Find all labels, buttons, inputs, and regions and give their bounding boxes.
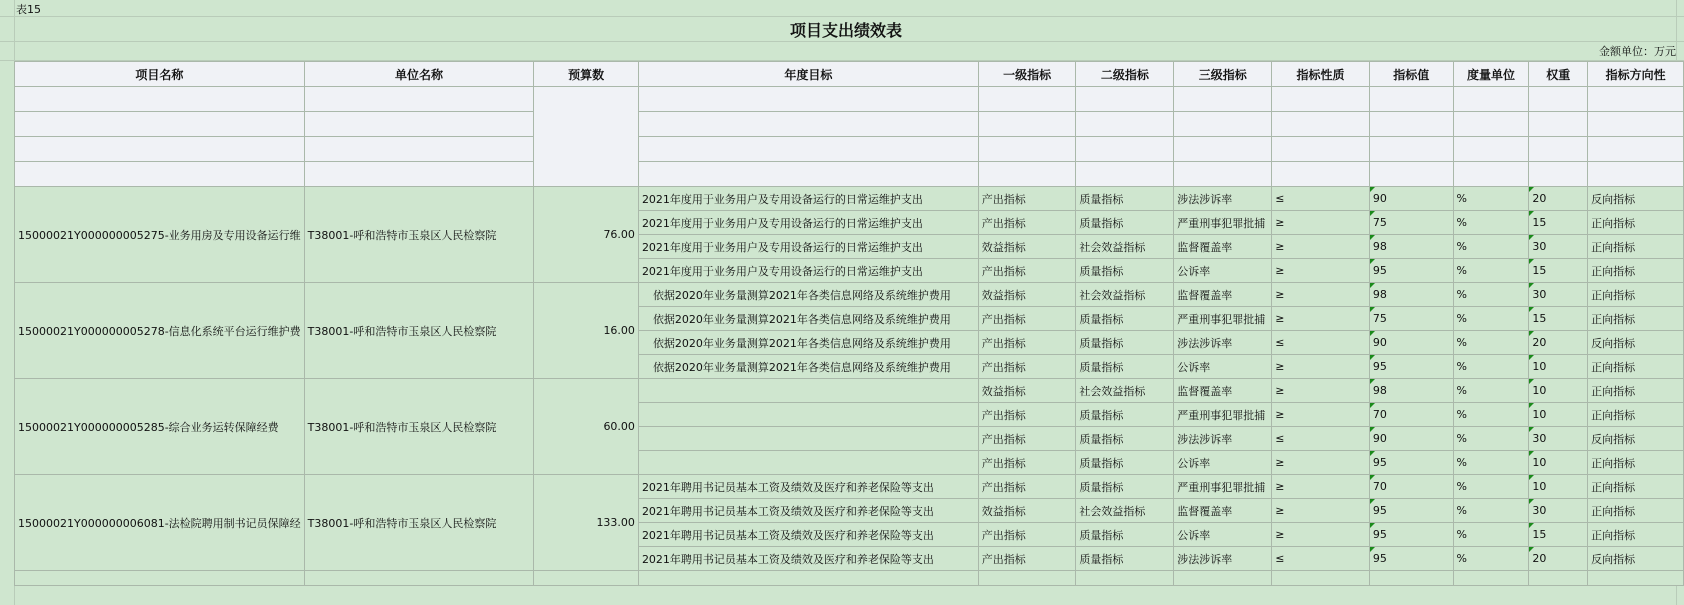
nature-cell[interactable]: ≥ [1272,307,1370,331]
level1-cell[interactable]: 产出指标 [978,211,1076,235]
blank-row [15,112,1684,137]
level2-cell[interactable]: 社会效益指标 [1076,499,1174,523]
value-cell[interactable]: 75 [1369,211,1453,235]
level2-cell[interactable]: 质量指标 [1076,211,1174,235]
measure-unit-cell[interactable]: % [1453,427,1529,451]
cell[interactable] [1369,112,1453,137]
nature-cell[interactable]: ≥ [1272,379,1370,403]
direction-cell[interactable]: 正向指标 [1588,451,1684,475]
header-budget[interactable]: 预算数 [534,62,639,87]
level1-cell[interactable]: 产出指标 [978,187,1076,211]
cell[interactable] [1174,87,1272,112]
level1-cell[interactable]: 产出指标 [978,403,1076,427]
level2-cell[interactable]: 质量指标 [1076,307,1174,331]
measure-unit-cell[interactable]: % [1453,331,1529,355]
cell[interactable] [1529,87,1588,112]
measure-unit-cell[interactable]: % [1453,499,1529,523]
table-row [15,187,1684,211]
cell[interactable] [1588,162,1684,187]
measure-unit-cell[interactable]: % [1453,523,1529,547]
cell[interactable] [1076,87,1174,112]
weight-cell[interactable]: 15 [1529,211,1588,235]
cell[interactable] [1529,112,1588,137]
goal-cell[interactable] [638,427,978,451]
level3-cell[interactable]: 监督覆盖率 [1174,235,1272,259]
measure-unit-cell[interactable]: % [1453,307,1529,331]
cell[interactable] [1076,162,1174,187]
goal-cell[interactable] [638,451,978,475]
weight-cell[interactable]: 30 [1529,283,1588,307]
level1-cell[interactable]: 产出指标 [978,259,1076,283]
header-row [15,62,1684,87]
header-weight[interactable]: 权重 [1529,62,1588,87]
value-cell[interactable]: 70 [1369,403,1453,427]
cell[interactable] [15,112,305,137]
cell[interactable] [1174,162,1272,187]
header-level1[interactable]: 一级指标 [978,62,1076,87]
project-name-cell[interactable]: 15000021Y000000005275-业务用房及专用设备运行维 [15,187,305,283]
goal-cell[interactable] [638,379,978,403]
measure-unit-cell[interactable]: % [1453,187,1529,211]
project-name-cell[interactable]: 15000021Y000000005278-信息化系统平台运行维护费 [15,283,305,379]
goal-cell[interactable]: 2021年度用于业务用户及专用设备运行的日常运维护支出 [638,235,978,259]
weight-cell[interactable]: 10 [1529,451,1588,475]
weight-cell[interactable]: 30 [1529,499,1588,523]
header-level2[interactable]: 二级指标 [1076,62,1174,87]
direction-cell[interactable]: 正向指标 [1588,355,1684,379]
header-direction[interactable]: 指标方向性 [1588,62,1684,87]
sheet-label[interactable]: 表15 [16,3,41,16]
cell[interactable] [1529,137,1588,162]
cell[interactable] [978,87,1076,112]
level3-cell[interactable]: 公诉率 [1174,355,1272,379]
cell[interactable] [1272,137,1370,162]
level3-cell[interactable]: 严重刑事犯罪批捕 [1174,211,1272,235]
goal-cell[interactable]: 2021年聘用书记员基本工资及绩效及医疗和养老保险等支出 [638,523,978,547]
goal-cell[interactable]: 依据2020年业务量测算2021年各类信息网络及系统维护费用 [638,355,978,379]
cell[interactable] [1272,87,1370,112]
value-cell[interactable]: 98 [1369,283,1453,307]
cell[interactable] [638,571,978,586]
value-cell[interactable]: 90 [1369,427,1453,451]
measure-unit-cell[interactable]: % [1453,355,1529,379]
cell[interactable] [1588,137,1684,162]
cell[interactable] [638,162,978,187]
weight-cell[interactable]: 20 [1529,547,1588,571]
level3-cell[interactable]: 公诉率 [1174,523,1272,547]
direction-cell[interactable]: 正向指标 [1588,283,1684,307]
level2-cell[interactable]: 社会效益指标 [1076,379,1174,403]
measure-unit-cell[interactable]: % [1453,259,1529,283]
measure-unit-cell[interactable]: % [1453,547,1529,571]
value-cell[interactable]: 75 [1369,307,1453,331]
cell[interactable] [638,87,978,112]
level1-cell[interactable]: 产出指标 [978,427,1076,451]
level3-cell[interactable]: 严重刑事犯罪批捕 [1174,307,1272,331]
blank-row [15,137,1684,162]
cell[interactable] [1453,112,1529,137]
level1-cell[interactable]: 产出指标 [978,355,1076,379]
level3-cell[interactable]: 严重刑事犯罪批捕 [1174,475,1272,499]
direction-cell[interactable]: 正向指标 [1588,235,1684,259]
budget-cell[interactable]: 16.00 [534,283,639,379]
level2-cell[interactable]: 质量指标 [1076,547,1174,571]
weight-cell[interactable]: 30 [1529,235,1588,259]
value-cell[interactable]: 95 [1369,355,1453,379]
budget-cell[interactable]: 60.00 [534,379,639,475]
level3-cell[interactable]: 涉法涉诉率 [1174,331,1272,355]
cell[interactable] [15,137,305,162]
budget-cell[interactable]: 76.00 [534,187,639,283]
direction-cell[interactable]: 正向指标 [1588,307,1684,331]
level1-cell[interactable]: 产出指标 [978,307,1076,331]
weight-cell[interactable]: 15 [1529,259,1588,283]
cell[interactable] [978,112,1076,137]
nature-cell[interactable]: ≥ [1272,235,1370,259]
level2-cell[interactable]: 质量指标 [1076,475,1174,499]
nature-cell[interactable]: ≤ [1272,547,1370,571]
weight-cell[interactable]: 15 [1529,523,1588,547]
cell[interactable] [534,87,639,187]
direction-cell[interactable]: 正向指标 [1588,259,1684,283]
direction-cell[interactable]: 正向指标 [1588,475,1684,499]
goal-cell[interactable]: 依据2020年业务量测算2021年各类信息网络及系统维护费用 [638,331,978,355]
cell[interactable] [978,162,1076,187]
cell[interactable] [1588,571,1684,586]
measure-unit-cell[interactable]: % [1453,451,1529,475]
header-annual-goal[interactable]: 年度目标 [638,62,978,87]
project-name-cell[interactable]: 15000021Y000000005285-综合业务运转保障经费 [15,379,305,475]
nature-cell[interactable]: ≥ [1272,499,1370,523]
performance-table [14,61,1684,586]
nature-cell[interactable]: ≥ [1272,475,1370,499]
unit-name-cell[interactable]: T38001-呼和浩特市玉泉区人民检察院 [304,283,534,379]
level1-cell[interactable]: 产出指标 [978,475,1076,499]
cell[interactable] [15,571,305,586]
direction-cell[interactable]: 正向指标 [1588,379,1684,403]
cell[interactable] [1174,137,1272,162]
cell[interactable] [1453,87,1529,112]
direction-cell[interactable]: 反向指标 [1588,187,1684,211]
level2-cell[interactable]: 质量指标 [1076,523,1174,547]
level2-cell[interactable]: 质量指标 [1076,427,1174,451]
cell[interactable] [1529,162,1588,187]
goal-cell[interactable]: 2021年聘用书记员基本工资及绩效及医疗和养老保险等支出 [638,475,978,499]
goal-cell[interactable]: 2021年聘用书记员基本工资及绩效及医疗和养老保险等支出 [638,547,978,571]
level2-cell[interactable]: 质量指标 [1076,259,1174,283]
weight-cell[interactable]: 10 [1529,379,1588,403]
goal-cell[interactable]: 2021年度用于业务用户及专用设备运行的日常运维护支出 [638,259,978,283]
level2-cell[interactable]: 社会效益指标 [1076,283,1174,307]
value-cell[interactable]: 95 [1369,451,1453,475]
value-cell[interactable]: 95 [1369,523,1453,547]
nature-cell[interactable]: ≤ [1272,427,1370,451]
measure-unit-cell[interactable]: % [1453,235,1529,259]
goal-cell[interactable]: 2021年度用于业务用户及专用设备运行的日常运维护支出 [638,187,978,211]
measure-unit-cell[interactable]: % [1453,475,1529,499]
level1-cell[interactable]: 产出指标 [978,451,1076,475]
header-measure-unit[interactable]: 度量单位 [1453,62,1529,87]
weight-cell[interactable]: 10 [1529,403,1588,427]
level2-cell[interactable]: 质量指标 [1076,451,1174,475]
cell[interactable] [1076,112,1174,137]
header-project-name[interactable]: 项目名称 [15,62,305,87]
level2-cell[interactable]: 质量指标 [1076,331,1174,355]
level3-cell[interactable]: 涉法涉诉率 [1174,427,1272,451]
level1-cell[interactable]: 产出指标 [978,331,1076,355]
value-cell[interactable]: 98 [1369,379,1453,403]
weight-cell[interactable]: 10 [1529,355,1588,379]
value-cell[interactable]: 90 [1369,331,1453,355]
unit-label[interactable]: 金额单位：万元 [1599,45,1676,58]
level3-cell[interactable]: 公诉率 [1174,451,1272,475]
unit-name-cell[interactable]: T38001-呼和浩特市玉泉区人民检察院 [304,187,534,283]
goal-cell[interactable]: 依据2020年业务量测算2021年各类信息网络及系统维护费用 [638,283,978,307]
nature-cell[interactable]: ≥ [1272,451,1370,475]
direction-cell[interactable]: 正向指标 [1588,499,1684,523]
cell[interactable] [978,571,1076,586]
cell[interactable] [304,112,534,137]
level2-cell[interactable]: 质量指标 [1076,355,1174,379]
level3-cell[interactable]: 监督覆盖率 [1174,283,1272,307]
direction-cell[interactable]: 反向指标 [1588,427,1684,451]
level2-cell[interactable]: 质量指标 [1076,187,1174,211]
level3-cell[interactable]: 涉法涉诉率 [1174,187,1272,211]
cell[interactable] [978,137,1076,162]
cell[interactable] [1588,87,1684,112]
cell[interactable] [304,87,534,112]
header-level3[interactable]: 三级指标 [1174,62,1272,87]
cell[interactable] [638,112,978,137]
level3-cell[interactable]: 公诉率 [1174,259,1272,283]
nature-cell[interactable]: ≥ [1272,355,1370,379]
value-cell[interactable]: 95 [1369,499,1453,523]
goal-cell[interactable]: 2021年聘用书记员基本工资及绩效及医疗和养老保险等支出 [638,499,978,523]
measure-unit-cell[interactable]: % [1453,211,1529,235]
nature-cell[interactable]: ≥ [1272,259,1370,283]
cell[interactable] [638,137,978,162]
direction-cell[interactable]: 正向指标 [1588,523,1684,547]
weight-cell[interactable]: 15 [1529,307,1588,331]
level3-cell[interactable]: 严重刑事犯罪批捕 [1174,403,1272,427]
cell[interactable] [15,87,305,112]
cell[interactable] [1453,162,1529,187]
cell[interactable] [1272,162,1370,187]
nature-cell[interactable]: ≥ [1272,283,1370,307]
cell[interactable] [1272,112,1370,137]
direction-cell[interactable]: 正向指标 [1588,403,1684,427]
level1-cell[interactable]: 效益指标 [978,499,1076,523]
budget-cell[interactable]: 133.00 [534,475,639,571]
cell[interactable] [1588,112,1684,137]
level2-cell[interactable]: 质量指标 [1076,403,1174,427]
nature-cell[interactable]: ≤ [1272,187,1370,211]
cell[interactable] [534,571,639,586]
unit-name-cell[interactable]: T38001-呼和浩特市玉泉区人民检察院 [304,475,534,571]
level1-cell[interactable]: 效益指标 [978,379,1076,403]
header-value[interactable]: 指标值 [1369,62,1453,87]
direction-cell[interactable]: 反向指标 [1588,547,1684,571]
value-cell[interactable]: 90 [1369,187,1453,211]
level3-cell[interactable]: 涉法涉诉率 [1174,547,1272,571]
value-cell[interactable]: 70 [1369,475,1453,499]
header-nature[interactable]: 指标性质 [1272,62,1370,87]
weight-cell[interactable]: 10 [1529,475,1588,499]
cell[interactable] [15,162,305,187]
level2-cell[interactable]: 社会效益指标 [1076,235,1174,259]
cell[interactable] [1174,571,1272,586]
cell[interactable] [1369,87,1453,112]
page-title[interactable]: 项目支出绩效表 [789,21,902,40]
cell[interactable] [304,162,534,187]
level1-cell[interactable]: 效益指标 [978,235,1076,259]
value-cell[interactable]: 95 [1369,547,1453,571]
blank-row [15,87,1684,112]
cell[interactable] [1453,571,1529,586]
table-row [15,475,1684,499]
nature-cell[interactable]: ≥ [1272,523,1370,547]
cell[interactable] [1369,137,1453,162]
cell[interactable] [1076,571,1174,586]
cell[interactable] [304,571,534,586]
value-cell[interactable]: 98 [1369,235,1453,259]
cell[interactable] [1369,162,1453,187]
cell[interactable] [1272,571,1370,586]
unit-name-cell[interactable]: T38001-呼和浩特市玉泉区人民检察院 [304,379,534,475]
blank-row [15,571,1684,586]
blank-row [15,162,1684,187]
level1-cell[interactable]: 产出指标 [978,547,1076,571]
cell[interactable] [1174,112,1272,137]
level3-cell[interactable]: 监督覆盖率 [1174,499,1272,523]
cell[interactable] [304,137,534,162]
header-unit-name[interactable]: 单位名称 [304,62,534,87]
project-name-cell[interactable]: 15000021Y000000006081-法检院聘用制书记员保障经 [15,475,305,571]
weight-cell[interactable]: 30 [1529,427,1588,451]
direction-cell[interactable]: 反向指标 [1588,331,1684,355]
direction-cell[interactable]: 正向指标 [1588,211,1684,235]
measure-unit-cell[interactable]: % [1453,403,1529,427]
nature-cell[interactable]: ≥ [1272,403,1370,427]
goal-cell[interactable]: 依据2020年业务量测算2021年各类信息网络及系统维护费用 [638,307,978,331]
value-cell[interactable]: 95 [1369,259,1453,283]
measure-unit-cell[interactable]: % [1453,379,1529,403]
table-row [15,283,1684,307]
nature-cell[interactable]: ≥ [1272,211,1370,235]
nature-cell[interactable]: ≤ [1272,331,1370,355]
measure-unit-cell[interactable]: % [1453,283,1529,307]
cell[interactable] [1369,571,1453,586]
weight-cell[interactable]: 20 [1529,331,1588,355]
level1-cell[interactable]: 产出指标 [978,523,1076,547]
cell[interactable] [1453,137,1529,162]
goal-cell[interactable]: 2021年度用于业务用户及专用设备运行的日常运维护支出 [638,211,978,235]
level1-cell[interactable]: 效益指标 [978,283,1076,307]
cell[interactable] [1076,137,1174,162]
cell[interactable] [1529,571,1588,586]
goal-cell[interactable] [638,403,978,427]
weight-cell[interactable]: 20 [1529,187,1588,211]
level3-cell[interactable]: 监督覆盖率 [1174,379,1272,403]
table-row [15,379,1684,403]
